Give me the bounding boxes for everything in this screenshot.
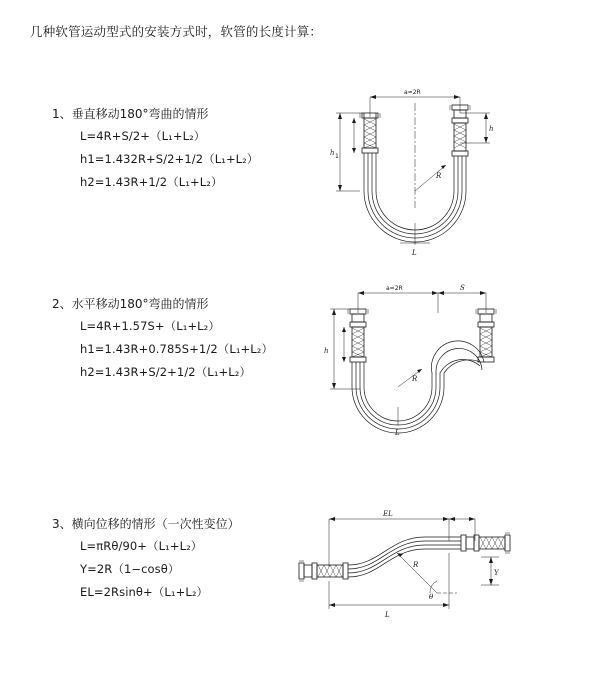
svg-text:S: S	[460, 284, 465, 292]
section-3-text	[52, 515, 302, 607]
section-2-formula-2: h1=1.43R+0.785S+1/2（L₁+L₂）	[80, 342, 274, 356]
section-2-text	[52, 295, 302, 387]
svg-text:h: h	[324, 347, 329, 355]
section-1-heading: 1、垂直移动180°弯曲的情形	[52, 107, 209, 121]
svg-text:L: L	[385, 611, 390, 619]
svg-text:θ: θ	[429, 593, 434, 601]
page-title: 几种软管运动型式的安装方式时，软管的长度计算：	[30, 24, 323, 39]
section-2-heading: 2、水平移动180°弯曲的情形	[52, 297, 209, 311]
section-1-formula-1: L=4R+S/2+（L₁+L₂）	[80, 129, 206, 143]
svg-text:Y: Y	[494, 569, 499, 577]
section-1-formula-3: h2=1.43R+1/2（L₁+L₂）	[80, 175, 223, 189]
svg-text:h: h	[489, 125, 494, 133]
section-3-formula-1: L=πRθ/90+（L₁+L₂）	[80, 539, 203, 553]
svg-text:R: R	[413, 561, 419, 569]
vertical-180-bend-diagram	[300, 83, 520, 273]
svg-text:L: L	[412, 249, 417, 257]
svg-text:h: h	[330, 149, 335, 157]
section-3-formula-2: Y=2R（1−cosθ）	[80, 562, 180, 576]
svg-text:EL: EL	[383, 510, 393, 518]
section-2-formula-3: h2=1.43R+S/2+1/2（L₁+L₂）	[80, 365, 252, 379]
svg-text:a=2R: a=2R	[386, 285, 403, 292]
section-1-formula-2: h1=1.432R+S/2+1/2（L₁+L₂）	[80, 152, 259, 166]
section-3-heading: 3、横向位移的情形（一次性变位）	[52, 517, 240, 531]
svg-text:a=2R: a=2R	[404, 89, 421, 96]
svg-text:L: L	[395, 429, 400, 437]
svg-text:1: 1	[335, 153, 339, 160]
svg-text:R: R	[412, 375, 418, 383]
section-3-formula-3: EL=2Rsinθ+（L₁+L₂）	[80, 585, 209, 599]
section-2-formula-1: L=4R+1.57S+（L₁+L₂）	[80, 319, 220, 333]
lateral-displacement-diagram	[285, 505, 525, 635]
horizontal-180-bend-diagram	[300, 277, 520, 452]
svg-text:R: R	[436, 172, 442, 180]
section-1-text	[52, 105, 302, 197]
